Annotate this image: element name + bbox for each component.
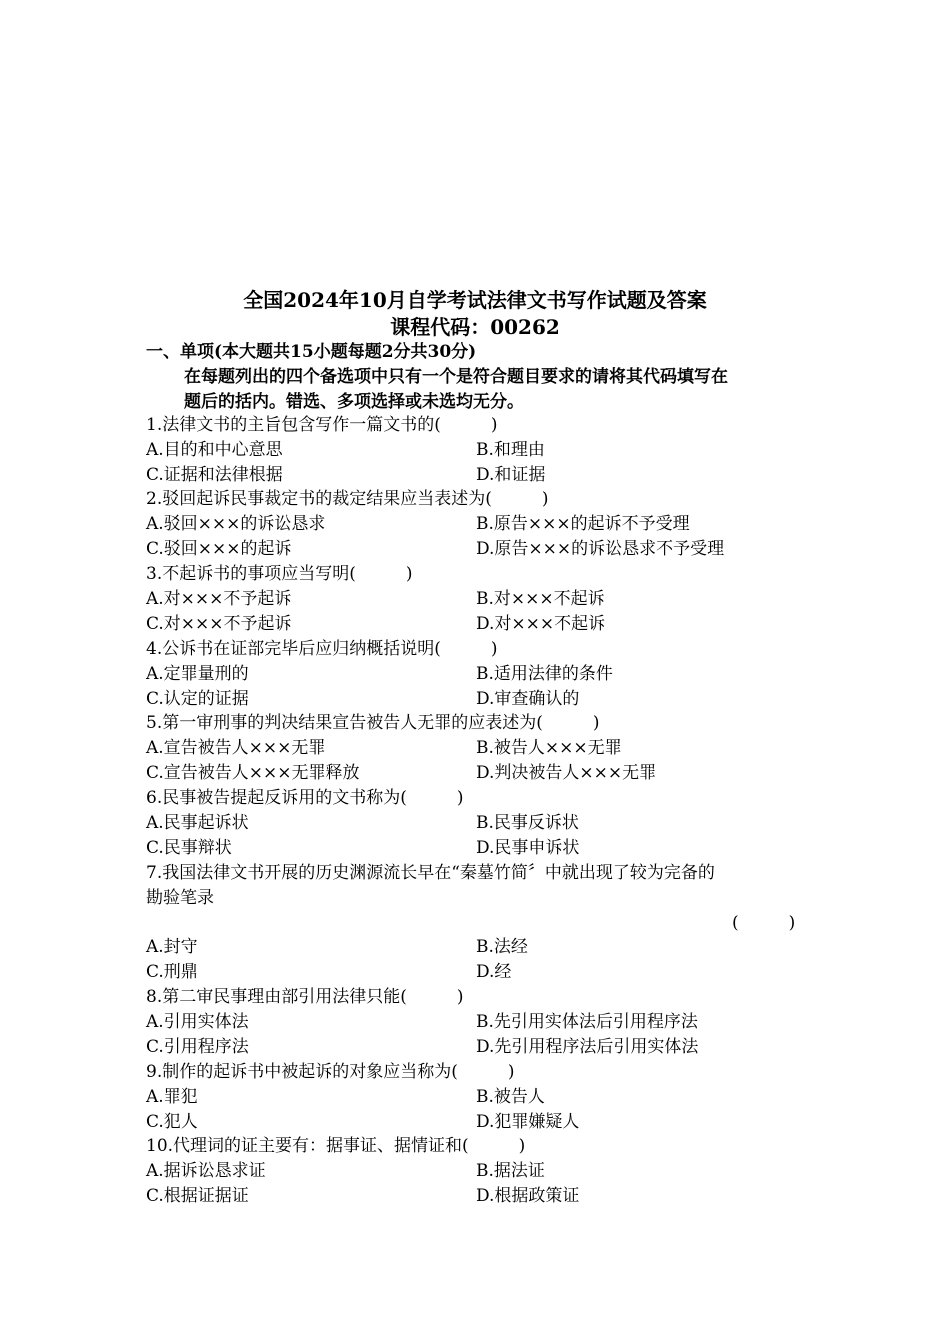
- question-8-option-a: A.引用实体法: [146, 1012, 249, 1032]
- question-5-stem: 5.第一审刑事的判决结果宣告被告人无罪的应表述为( ): [146, 713, 600, 733]
- question-6-stem: 6.民事被告提起反诉用的文书称为( ): [146, 788, 464, 808]
- question-6-option-c: C.民事辩状: [146, 838, 232, 858]
- question-7-option-b: B.法经: [476, 937, 528, 957]
- question-10-option-d: D.根据政策证: [476, 1186, 580, 1206]
- question-7-stem: 7.我国法律文书开展的历史渊源流长早在“秦墓竹简〞中就出现了较为完备的: [146, 863, 715, 883]
- question-5-option-d: D.判决被告人×××无罪: [476, 763, 657, 783]
- question-2-option-d: D.原告×××的诉讼恳求不予受理: [476, 539, 725, 559]
- question-6-option-d: D.民事申诉状: [476, 838, 580, 858]
- question-8-stem: 8.第二审民事理由部引用法律只能( ): [146, 987, 464, 1007]
- question-5-option-c: C.宣告被告人×××无罪释放: [146, 763, 360, 783]
- question-4-stem: 4.公诉书在证部完毕后应归纳概括说明( ): [146, 639, 498, 659]
- section-instruction-line-1: 在每题列出的四个备选项中只有一个是符合题目要求的请将其代码填写在: [184, 367, 728, 387]
- question-5-option-b: B.被告人×××无罪: [476, 738, 622, 758]
- question-9-option-b: B.被告人: [476, 1087, 545, 1107]
- question-5-option-a: A.宣告被告人×××无罪: [146, 738, 326, 758]
- question-8-option-c: C.引用程序法: [146, 1037, 249, 1057]
- question-2-option-b: B.原告×××的起诉不予受理: [476, 514, 690, 534]
- question-6-option-b: B.民事反诉状: [476, 813, 579, 833]
- question-8-option-b: B.先引用实体法后引用程序法: [476, 1012, 698, 1032]
- question-7-option-c: C.刑鼎: [146, 962, 198, 982]
- question-10-option-a: A.据诉讼恳求证: [146, 1161, 266, 1181]
- question-1-option-b: B.和理由: [476, 440, 545, 460]
- question-3-stem: 3.不起诉书的事项应当写明( ): [146, 564, 413, 584]
- question-4-option-a: A.定罪量刑的: [146, 664, 249, 684]
- question-9-option-a: A.罪犯: [146, 1087, 198, 1107]
- question-9-option-d: D.犯罪嫌疑人: [476, 1112, 580, 1132]
- question-1-option-d: D.和证据: [476, 465, 546, 485]
- question-1-option-c: C.证据和法律根据: [146, 465, 283, 485]
- question-2-option-a: A.驳回×××的诉讼恳求: [146, 514, 326, 534]
- question-4-option-b: B.适用法律的条件: [476, 664, 613, 684]
- question-9-option-c: C.犯人: [146, 1112, 198, 1132]
- question-1-option-a: A.目的和中心意思: [146, 440, 283, 460]
- question-2-stem: 2.驳回起诉民事裁定书的裁定结果应当表述为( ): [146, 489, 549, 509]
- question-3-option-b: B.对×××不起诉: [476, 589, 605, 609]
- question-4-option-d: D.审查确认的: [476, 689, 580, 709]
- document-title: 全国2024年10月自学考试法律文书写作试题及答案: [243, 288, 707, 312]
- question-3-option-c: C.对×××不予起诉: [146, 614, 292, 634]
- question-7-option-d: D.经: [476, 962, 512, 982]
- question-7-stem-continued: 勘验笔录: [146, 888, 214, 908]
- question-4-option-c: C.认定的证据: [146, 689, 249, 709]
- question-7-option-a: A.封守: [146, 937, 198, 957]
- question-10-stem: 10.代理词的证主要有：据事证、据情证和( ): [146, 1136, 526, 1156]
- question-7-answer-bracket: ( ): [732, 913, 796, 933]
- course-code: 课程代码：00262: [390, 315, 560, 339]
- section-instruction-line-2: 题后的括内。错选、多项选择或未选均无分。: [184, 392, 524, 412]
- question-3-option-a: A.对×××不予起诉: [146, 589, 292, 609]
- question-6-option-a: A.民事起诉状: [146, 813, 249, 833]
- question-3-option-d: D.对×××不起诉: [476, 614, 606, 634]
- question-8-option-d: D.先引用程序法后引用实体法: [476, 1037, 699, 1057]
- question-10-option-b: B.据法证: [476, 1161, 545, 1181]
- question-2-option-c: C.驳回×××的起诉: [146, 539, 292, 559]
- section-heading: 一、单项(本大题共15小题每题2分共30分): [146, 342, 477, 362]
- question-1-stem: 1.法律文书的主旨包含写作一篇文书的( ): [146, 415, 498, 435]
- question-9-stem: 9.制作的起诉书中被起诉的对象应当称为( ): [146, 1062, 515, 1082]
- question-10-option-c: C.根据证据证: [146, 1186, 249, 1206]
